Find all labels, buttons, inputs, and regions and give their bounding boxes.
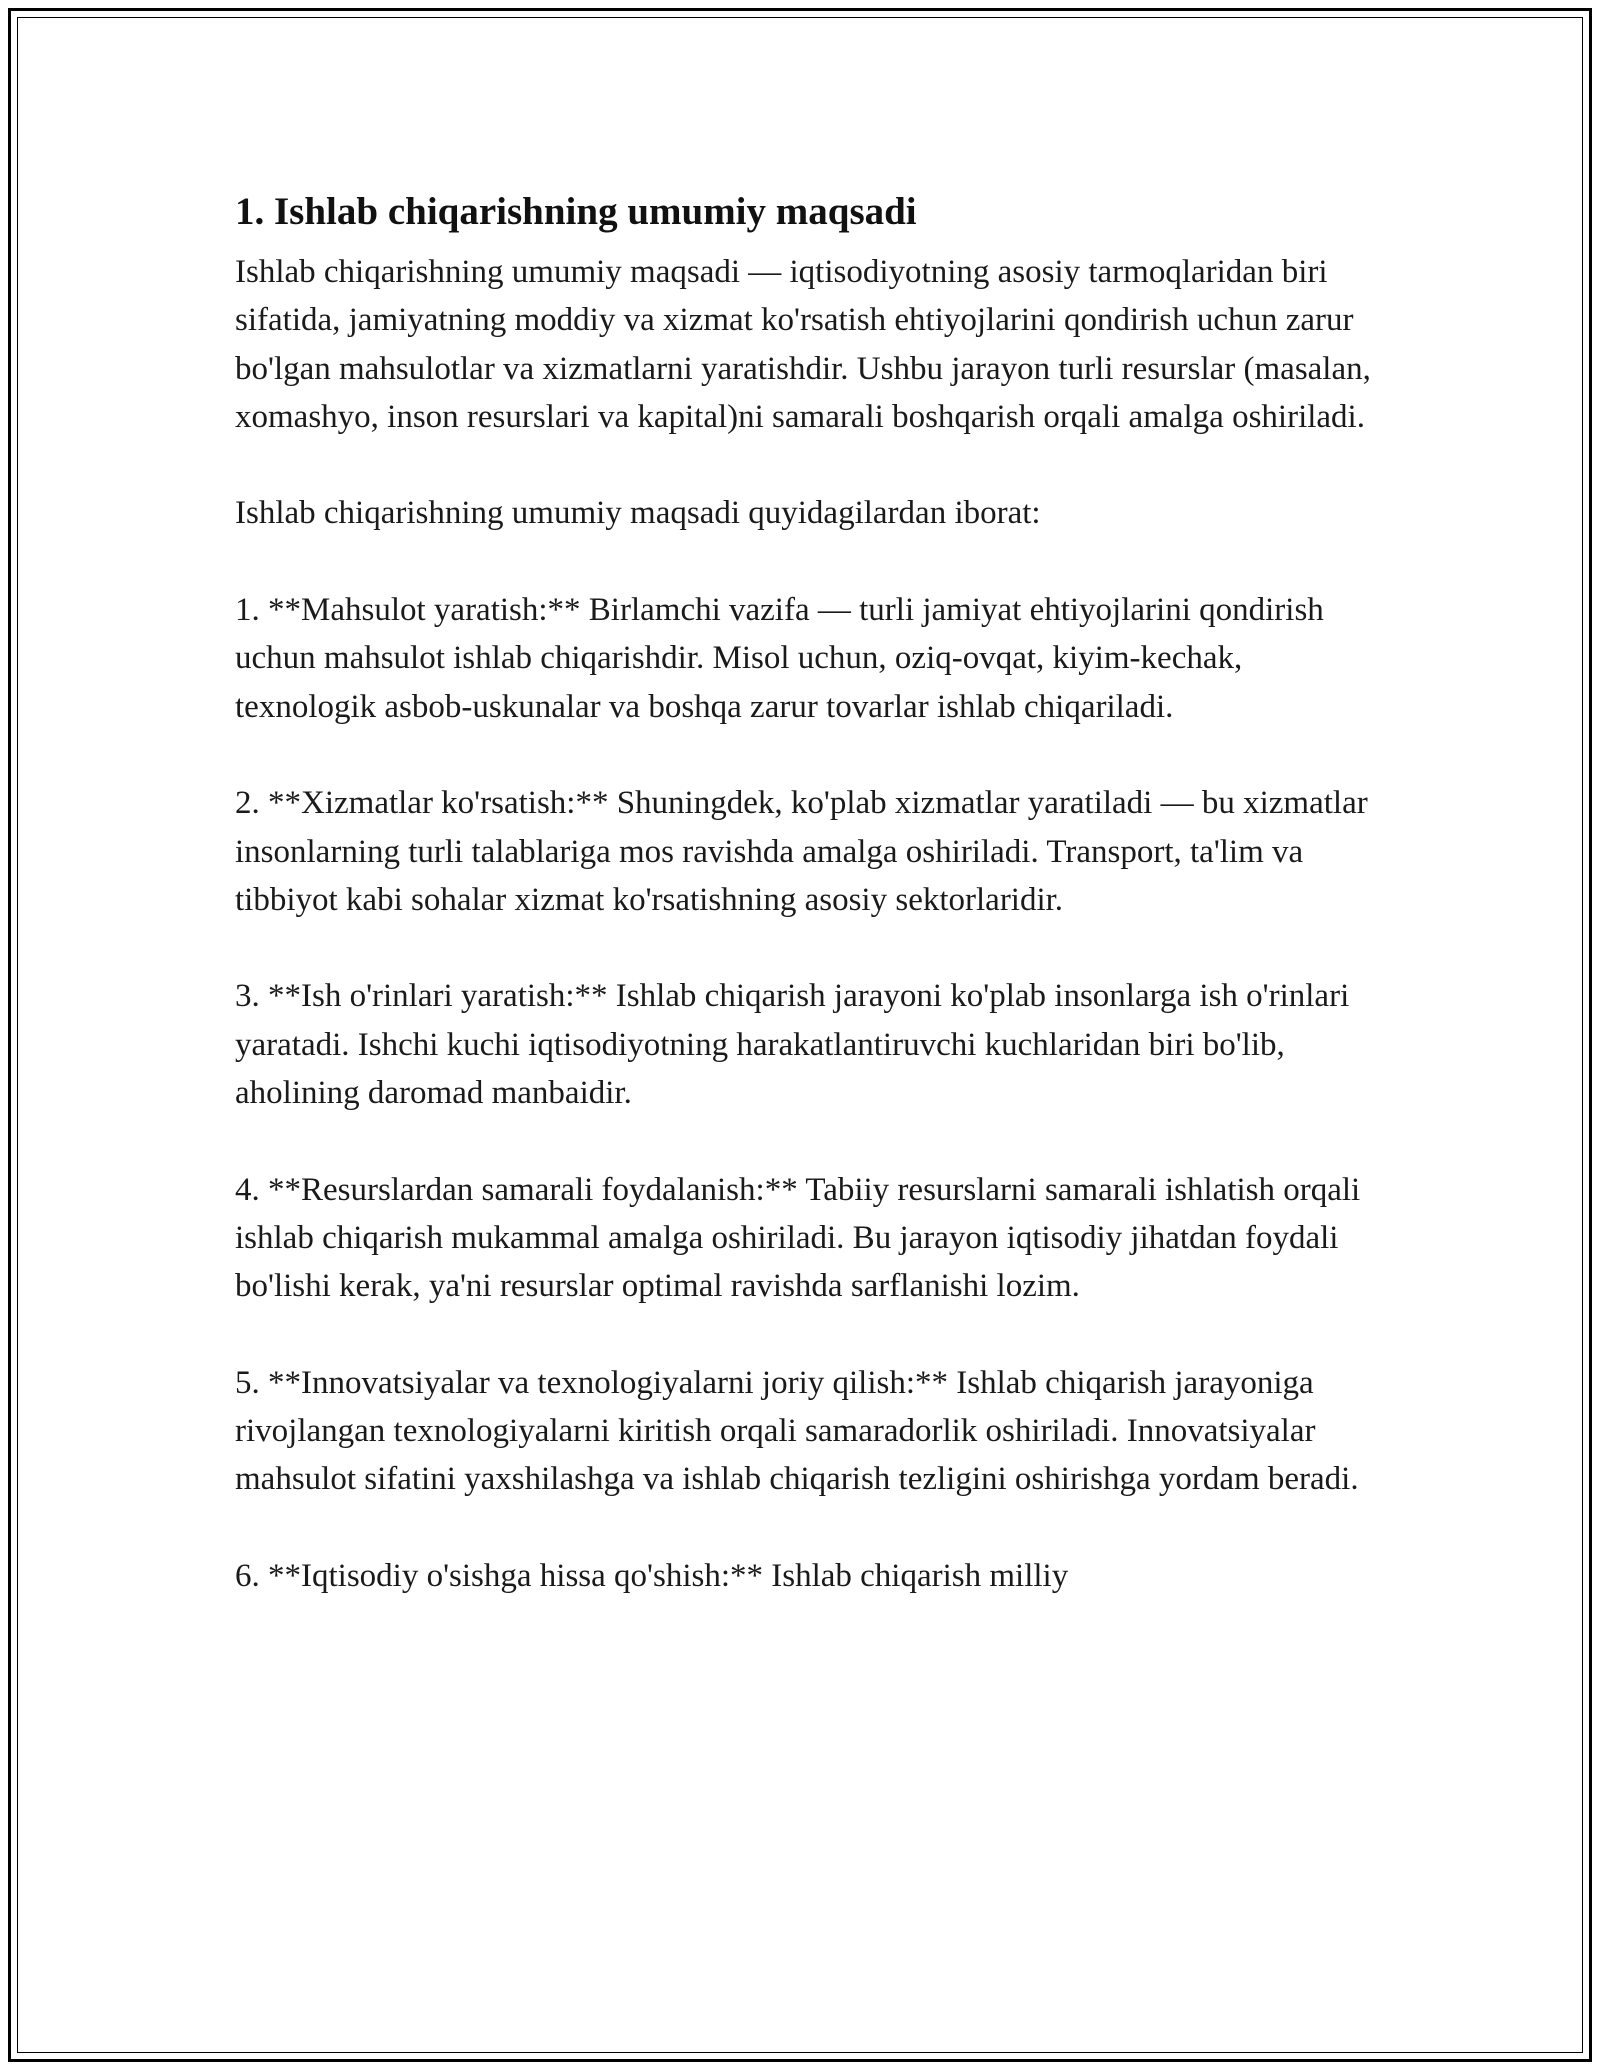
list-item-services: 2. **Xizmatlar ko'rsatish:** Shuningdek, ko'plab xizmatlar yaratiladi — bu xizmatlar insonlarning turli talablariga mos ravishda amalga oshiriladi. Transport, ta'lim va tibbiyot kabi sohalar xizmat ko'rsatishning asosiy sektorlaridir. [235,785,1368,918]
list-item-innovation: 5. **Innovatsiyalar va texnologiyalarni joriy qilish:** Ishlab chiqarish jarayoniga rivojlangan texnologiyalarni kiritish orqali samaradorlik oshiriladi. Innovatsiyalar mahsulot sifatini yaxshilashga va ishlab chiqarish tezligini oshirishga yordam beradi. [235,1364,1359,1498]
list-item-resources: 4. **Resurslardan samarali foydalanish:** Tabiiy resurslarni samarali ishlatish orqali ishlab chiqarish mukammal amalga oshiriladi. Bu jarayon iqtisodiy jihatdan foydali bo'lishi kerak, ya'ni resurslar optimal ravishda sarflanishi lozim. [235,1171,1361,1305]
list-item-product-creation: 1. **Mahsulot yaratish:** Birlamchi vazifa — turli jamiyat ehtiyojlarini qondirish uchun mahsulot ishlab chiqarishdir. Misol uchun, oziq-ovqat, kiyim-kechak, texnologik asbob-uskunalar va boshqa zarur tovarlar ishlab chiqariladi. [235,592,1324,725]
list-lead-paragraph: Ishlab chiqarishning umumiy maqsadi quyidagilardan iborat: [235,495,1041,532]
section-heading: 1. Ishlab chiqarishning umumiy maqsadi [235,190,917,233]
list-item-jobs: 3. **Ish o'rinlari yaratish:** Ishlab chiqarish jarayoni ko'plab insonlarga ish o'rinlari yaratadi. Ishchi kuchi iqtisodiyotning harakatlantiruvchi kuchlaridan biri bo'lib, aholining daromad manbaidir. [235,978,1350,1112]
list-item-economic-growth: 6. **Iqtisodiy o'sishga hissa qo'shish:** Ishlab chiqarish milliy [235,1558,1069,1595]
document-body [235,180,1375,1600]
intro-paragraph: Ishlab chiqarishning umumiy maqsadi — iqtisodiyotning asosiy tarmoqlaridan biri sifatida, jamiyatning moddiy va xizmat ko'rsatish ehtiyojlarini qondirish uchun zarur bo'lgan mahsulotlar va xizmatlarni yaratishdir. Ushbu jarayon turli resurslar (masalan, xomashyo, inson resurslari va kapital)ni samarali boshqarish orqali amalga oshiriladi. [235,254,1371,435]
